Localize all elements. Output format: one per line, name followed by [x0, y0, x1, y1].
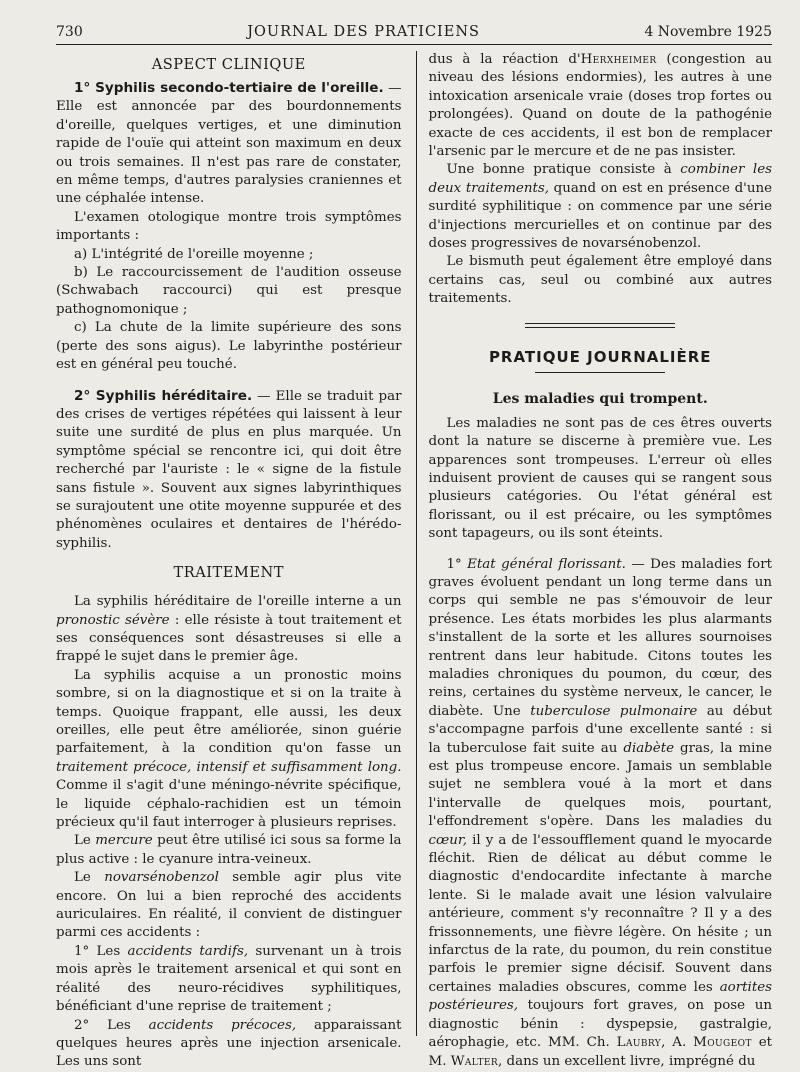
paragraph-etat-general-florissant: 1° Etat général florissant. — Des maladies fort graves évoluent pendant un long terme dans un corps qui semble ne pas s'émouvoir de leur présence. Les états morbides les plus alarmants s'installent de la sorte et les allures sournoises rentrent dans leur habitude. Citons toutes les maladies chroniques du poumon, du cœur, des reins, certaines du système nerveux, le cancer, le diabète. Une tuberculose pulmonaire au début s'accompagne parfois d'une excellente santé : si la tuberculose fait suite au diabète gras, la mine est plus trompeuse encore. Jamais un semblable sujet ne semblera voué à la mort et dans l'intervalle de quelques mois, pourtant, l'effondrement s'opère. Dans les maladies du cœur, il y a de l'essoufflement quand le myocarde fléchit. Rien de délicat au début comme le diagnostic d'endocardite infectante à marche lente. Si le malade avait une lésion valvulaire antérieure, comment s'y reconnaître ? Il y a des frissonnements, une fièvre légère. On hésite ; un infarctus de la rate, du poumon, du rein constitue parfois le premier signe décisif. Souvent dans certaines maladies obscures, comme les aortites postérieures, toujours fort graves, on pose un diagnostic bénin : dyspepsie, gastralgie, aérophagie, etc. MM. Ch. Laubry, A. Mougeot et M. Walter, dans un excellent livre, imprégné du [428, 556, 773, 1069]
list-item-c: c) La chute de la limite supérieure des sons (perte des sons aigus). Le labyrinthe postérieur est en général peu touché. [56, 320, 402, 373]
article-title: Les maladies qui trompent. [492, 390, 708, 407]
paragraph-examen-otologique: L'examen otologique montre trois symptômes importants : [56, 209, 402, 244]
section-heading-pratique-journaliere: PRATIQUE JOURNALIÈRE [488, 347, 712, 366]
column-divider [416, 51, 417, 1036]
paragraph-pronostic: La syphilis héréditaire de l'oreille interne a un pronostic sévère : elle résiste à tout traitement et ses conséquences sont désastreuses si elle a frappé le sujet dans le premier âge. [56, 594, 402, 665]
paragraph-mercure: Le mercure peut être utilisé ici sous sa forme la plus active : le cyanure intra-veineux. [56, 833, 402, 867]
journal-title: JOURNAL DES PRATICIENS [247, 24, 480, 40]
page-number: 730 [56, 24, 83, 40]
right-column [421, 51, 773, 1069]
heading-aspect-clinique: ASPECT CLINIQUE [151, 56, 306, 73]
issue-date: 4 Novembre 1925 [644, 24, 772, 40]
paragraph-bismuth: Le bismuth peut également être employé dans certains cas, seul ou combiné aux autres traitements. [428, 254, 772, 307]
paragraph-maladies-intro: Les maladies ne sont pas de ces êtres ouverts dont la nature se discerne à première vue. Les apparences sont trompeuses. L'erreur où elles induisent provient de causes qui se rangent sous plusieurs catégories. Ou l'état général est florissant, ou il est précaire, ou les symptômes sont tapageurs, ou ils sont éteints. [428, 415, 772, 542]
paragraph-novarsenobenzol: Le novarsénobenzol semble agir plus vite encore. On lui a bien reproché des accidents auriculaires. En réalité, il convient de distinguer parmi ces accidents : [56, 870, 402, 941]
paragraph-syphilis-secondo-tertiaire: 1° Syphilis secondo-tertiaire de l'oreille. — Elle est annoncée par des bourdonnements d'oreille, quelques vertiges, et une diminution rapide de l'ouïe qui atteint son maximum en deux ou trois semaines. Il n'est pas rare de constater, en même temps, d'autres paralysies craniennes et une céphalée intense. [56, 80, 402, 207]
paragraph-accidents-precoces: 2° Les accidents précoces, apparaissant quelques heures après une injection arsenicale. Les uns sont [56, 1017, 402, 1070]
two-column-body [56, 51, 773, 1070]
subheading-syphilis-hereditaire: 2° Syphilis héréditaire. [74, 387, 253, 404]
section-heading-underline [535, 372, 665, 373]
paragraph-combiner-traitements: Une bonne pratique consiste à combiner les deux traitements, quand on est en présence d'une surdité syphilitique : on commence par une série d'injections mercurielles et on continue par des doses progressives de novarsénobenzol. [428, 162, 773, 252]
paragraph-accidents-tardifs: 1° Les accidents tardifs, survenant un à trois mois après le traitement arsenical et qui sont en réalité des neuro-récidives syphilitiques, bénéficiant d'une reprise de traitement ; [56, 943, 402, 1015]
heading-traitement: TRAITEMENT [173, 564, 284, 582]
running-header [56, 24, 772, 45]
paragraph-herxheimer: dus à la réaction d'Herxheimer (congestion au niveau des lésions endormies), les autres à une intoxication arsenicale vraie (doses trop fortes ou prolongées). Quand on doute de la pathogénie exacte de ces accidents, il est bon de remplacer l'arsenic par le mercure et de ne pas insister. [428, 52, 772, 160]
paragraph-syphilis-hereditaire: 2° Syphilis héréditaire. — Elle se traduit par des crises de vertiges répétées qui laissent à leur suite une surdité de plus en plus marquée. Un symptôme spécial se rencontre ici, qui doit être recherché par l'auriste : le « signe de la fistule sans fistule ». Souvent aux signes labyrinthiques se surajoutent une otite moyenne suppurée et des phénomènes oculaires et dentaires de l'hérédo-syphilis. [56, 387, 402, 551]
left-column [56, 51, 408, 1070]
list-item-a: a) L'intégrité de l'oreille moyenne ; [74, 246, 314, 262]
paragraph-syphilis-acquise: La syphilis acquise a un pronostic moins sombre, si on la diagnostique et si on la traite à temps. Quoique frappant, elle aussi, les deux oreilles, elle peut être améliorée, sinon guérie parfaitement, à la condition qu'on fasse un traitement précoce, intensif et suffisamment long. Comme il s'agit d'une méningo-névrite spécifique, le liquide céphalo-rachidien est un témoin précieux qu'il faut interroger à plusieurs reprises. [56, 667, 402, 831]
subheading-syphilis-secondo-tertiaire: 1° Syphilis secondo-tertiaire de l'oreille. [74, 80, 384, 96]
list-item-b: b) Le raccourcissement de l'audition osseuse (Schwabach raccourci) qui est presque pathognomonique ; [56, 265, 402, 317]
